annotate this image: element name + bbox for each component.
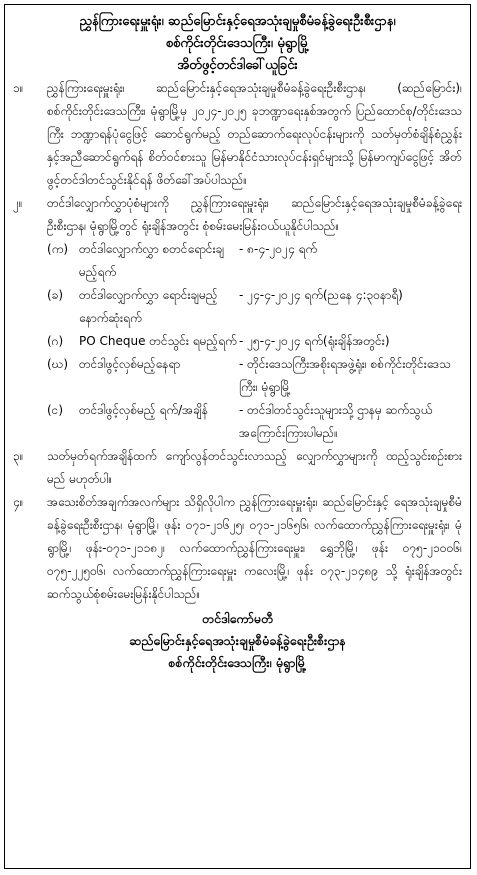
footer-department: ဆည်မြောင်းနှင့်ရေအသုံးချမှုစီမံခန့်ခွဲရေးဦးစီးဌာန — [129, 633, 346, 648]
schedule-key: (ဃ) — [47, 357, 69, 371]
schedule-key: (ဂ) — [47, 334, 64, 348]
clause-text: သတ်မှတ်ရက်အချိန်ထက် ကျော်လွန်တင်သွင်းလာသည့် လျှောက်လွှာများကို ထည့်သွင်းစဉ်းစားမည် မဟုတ်ပါ။ — [47, 449, 462, 486]
clause-2 — [13, 192, 462, 238]
header-location: စစ်ကိုင်းတိုင်းဒေသကြီး၊ မုံရွာမြို့ — [165, 36, 310, 51]
schedule-label: တင်ဒါဖွင့်လှစ်မည့် ရက်/အချိန် — [79, 403, 209, 417]
notice-header — [13, 11, 462, 77]
schedule-item — [47, 399, 462, 445]
schedule-label: တင်ဒါလျှောက်လွှာ ရောင်းချမည့်နောက်ဆုံးရက် — [79, 288, 218, 325]
schedule-key: (ခ) — [47, 288, 64, 302]
schedule-value: - ၂၄-၄-၂၀၂၄ ရက်(ညနေ ၄:၃၀နာရီ) — [239, 288, 403, 302]
schedule-item — [47, 330, 462, 353]
schedule-value: - ၈-၄-၂၀၂၄ ရက် — [239, 242, 318, 256]
schedule-item — [47, 353, 462, 399]
clause-number: ၁။ — [13, 81, 24, 95]
clause-text: အသေးစိတ်အချက်အလက်များ သိရှိလိုပါက ညွှန်ကြားရေးမှူးရုံး၊ ဆည်မြောင်းနှင့် ရေအသုံးချမှုစီမံခန့်ခွဲရေးဦးစီးဌာန၊ မုံရွာမြို့၊ ဖုန်း ၀၇၁-၂၁၆၂၅၊ ၀၇၁-၂၁၆၅၆၊ လက်ထောက်ညွှန်ကြားရေးမှူးရုံး၊ မုံရွာမြို့၊ ဖုန်း-၀၇၁-၂၁၁၈၂၊ လက်ထောက်ညွှန်ကြားရေးမှူး၊ ရွှေဘိုမြို့၊ ဖုန်း ၀၇၅-၂၁၀၀၆၊ ၀၇၅-၂၂၅၀၆၊ လက်ထောက်ညွှန်ကြားရေးမှူး ကလေးမြို့၊ ဖုန်း ၀၇၃-၂၁၄၈၉ သို့ ရုံးချိန်အတွင်း ဆက်သွယ်စုံစမ်းမေးမြန်းနိုင်ပါသည်။ — [47, 495, 462, 601]
schedule-label: တင်ဒါဖွင့်လှစ်မည့်နေရာ — [79, 357, 181, 371]
clause-1 — [13, 77, 462, 192]
notice-footer — [13, 608, 462, 674]
schedule-item — [47, 238, 462, 284]
footer-location: စစ်ကိုင်းတိုင်းဒေသကြီး၊ မုံရွာမြို့ — [168, 655, 307, 670]
clause-4 — [13, 491, 462, 606]
schedule-value: - တိုင်းဒေသကြီးအစိုးရအဖွဲ့ရုံး၊ စစ်ကိုင်းတိုင်းဒေသကြီး၊ မုံရွာမြို့ — [239, 357, 451, 394]
schedule-value: - တင်ဒါတင်သွင်းသူများသို့ ဌာနမှ ဆက်သွယ်အကြောင်းကြားပါမည်။ — [239, 403, 433, 440]
schedule-label: တင်ဒါလျှောက်လွှာ စတင်ရောင်းချမည့်ရက် — [79, 242, 225, 279]
header-office: ညွှန်ကြားရေးမှူးရုံး၊ ဆည်မြောင်းနှင့်ရေအသုံးချမှုစီမံခန့်ခွဲရေးဦးစီးဌာန၊ — [79, 14, 396, 29]
clause-3 — [13, 445, 462, 491]
schedule-key: (က) — [47, 242, 69, 256]
tender-notice — [4, 4, 471, 869]
notice-title: အိတ်ဖွင့်တင်ဒါခေါ်ယူခြင်း — [177, 58, 298, 73]
clause-number: ၃။ — [13, 449, 24, 463]
clause-number: ၂။ — [13, 196, 23, 210]
clause-number: ၄။ — [13, 495, 24, 509]
schedule-item — [47, 284, 462, 330]
clause-text: တင်ဒါလျှောက်လွှာပုံစံများကို ညွှန်ကြားရေးမှူးရုံး၊ ဆည်မြောင်းနှင့်ရေအသုံးချမှုစီမံခန့်ခွဲရေးဦးစီးဌာန၊ မုံရွာမြို့တွင် ရုံးချိန်အတွင်း စုံစမ်းမေးမြန်းဝယ်ယူနိုင်ပါသည်။ — [47, 196, 462, 233]
footer-committee: တင်ဒါကော်မတီ — [201, 611, 274, 626]
schedule-key: (င) — [47, 403, 64, 417]
schedule-label: PO Cheque တင်သွင်း ရမည့်ရက် — [79, 334, 237, 348]
clause-text: ညွှန်ကြားရေးမှူးရုံး၊ ဆည်မြောင်းနှင့်ရေအသုံးချမှုစီမံခန့်ခွဲရေးဦးစီးဌာန၊ (ဆည်မြောင်း)၊ စစ်ကိုင်းတိုင်းဒေသကြီး၊ မုံရွာမြို့မှ ၂၀၂၄-၂၀၂၅ ခုဘဏ္ဍာရေးနှစ်အတွက် ပြည်ထောင်စု/တိုင်းဒေသကြီး ဘဏ္ဍာရန်ပုံငွေဖြင့် ဆောင်ရွက်မည့် တည်ဆောက်ရေးလုပ်ငန်းများကို သတ်မှတ်စံချိန်စံညွှန်းနှင့်အညီဆောင်ရွက်ရန် စိတ်ဝင်စားသူ မြန်မာနိုင်ငံသားလုပ်ငန်းရှင်များသို့ မြန်မာကျပ်ငွေဖြင့် အိတ်ဖွင့်တင်ဒါတင်သွင်းနိုင်ရန် ဖိတ်ခေါ်အပ်ပါသည်။ — [47, 81, 462, 187]
schedule-value: - ၂၅-၄-၂၀၂၄ ရက်(ရုံးချိန်အတွင်း) — [239, 334, 390, 348]
